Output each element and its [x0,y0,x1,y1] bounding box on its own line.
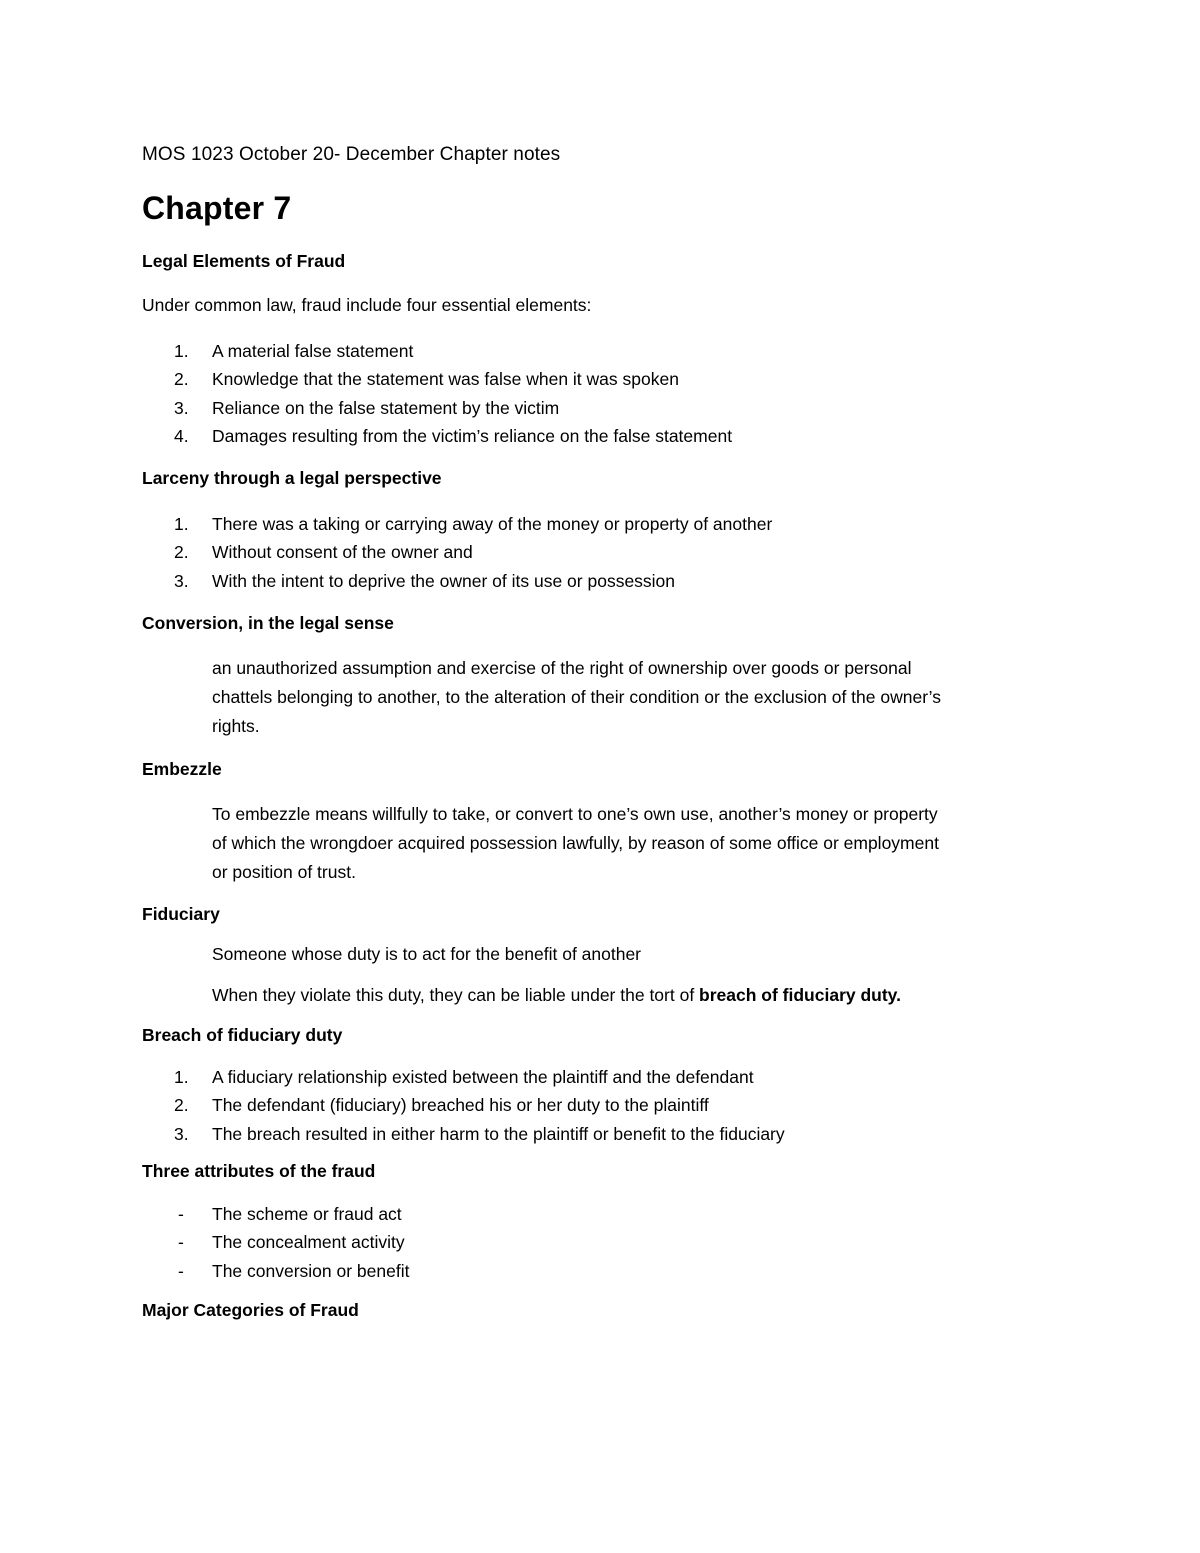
definition-line: or position of trust. [212,862,356,882]
list-item-text: The scheme or fraud act [212,1204,402,1224]
list-marker: - [178,1260,184,1281]
list-marker: - [178,1232,184,1253]
list-item-text: A material false statement [212,341,414,361]
list-marker: 4. [174,425,189,446]
definition-line: rights. [212,716,260,736]
list-item-text: The defendant (fiduciary) breached his or her duty to the plaintiff [212,1095,709,1116]
fiduciary-liability-prefix: When they violate this duty, they can be liable under the tort of [212,985,700,1005]
heading-larceny: Larceny through a legal perspective [142,468,442,488]
fiduciary-liability-line [212,985,901,1006]
list-marker: - [178,1204,184,1224]
list-marker: 3. [174,570,189,591]
fiduciary-liability-suffix: . [896,985,901,1005]
list-marker: 1. [174,514,189,534]
list-item-text: The concealment activity [212,1232,405,1253]
definition-line: To embezzle means willfully to take, or convert to one’s own use, another’s money or property [212,804,938,824]
legal-elements-intro: Under common law, fraud include four essential elements: [142,295,592,315]
chapter-title: Chapter 7 [142,190,292,226]
list-item-text: Reliance on the false statement by the victim [212,397,560,418]
list-item-text: There was a taking or carrying away of the money or property of another [212,514,773,534]
heading-major-categories: Major Categories of Fraud [142,1300,359,1320]
document-title: MOS 1023 October 20- December Chapter notes [142,144,561,165]
list-marker: 1. [174,1067,189,1087]
heading-legal-elements: Legal Elements of Fraud [142,251,346,271]
list-item-text: The conversion or benefit [212,1260,410,1281]
definition-line: chattels belonging to another, to the alteration of their condition or the exclusion of the owner’s [212,687,941,707]
list-marker: 2. [174,1095,189,1116]
definition-line: an unauthorized assumption and exercise of the right of ownership over goods or personal [212,658,912,678]
list-marker: 3. [174,1123,189,1144]
heading-embezzle: Embezzle [142,759,222,779]
fiduciary-liability-term: breach of fiduciary duty [699,985,897,1005]
conversion-definition [212,654,1072,741]
list-item-text: Knowledge that the statement was false when it was spoken [212,369,679,390]
heading-fiduciary: Fiduciary [142,904,220,924]
list-item-text: Damages resulting from the victim’s reliance on the false statement [212,425,733,446]
list-marker: 2. [174,542,189,563]
list-marker: 3. [174,397,189,418]
list-marker: 2. [174,369,189,390]
heading-attributes: Three attributes of the fraud [142,1161,376,1181]
definition-line: of which the wrongdoer acquired possession lawfully, by reason of some office or employment [212,833,939,853]
list-item-text: The breach resulted in either harm to the plaintiff or benefit to the fiduciary [212,1123,785,1144]
fiduciary-definition: Someone whose duty is to act for the benefit of another [212,944,642,964]
list-item-text: With the intent to deprive the owner of its use or possession [212,570,676,591]
heading-conversion: Conversion, in the legal sense [142,613,394,633]
embezzle-definition [212,800,1072,887]
list-item-text: Without consent of the owner and [212,542,473,563]
list-marker: 1. [174,341,189,361]
heading-breach: Breach of fiduciary duty [142,1025,343,1045]
list-item-text: A fiduciary relationship existed between the plaintiff and the defendant [212,1067,754,1087]
